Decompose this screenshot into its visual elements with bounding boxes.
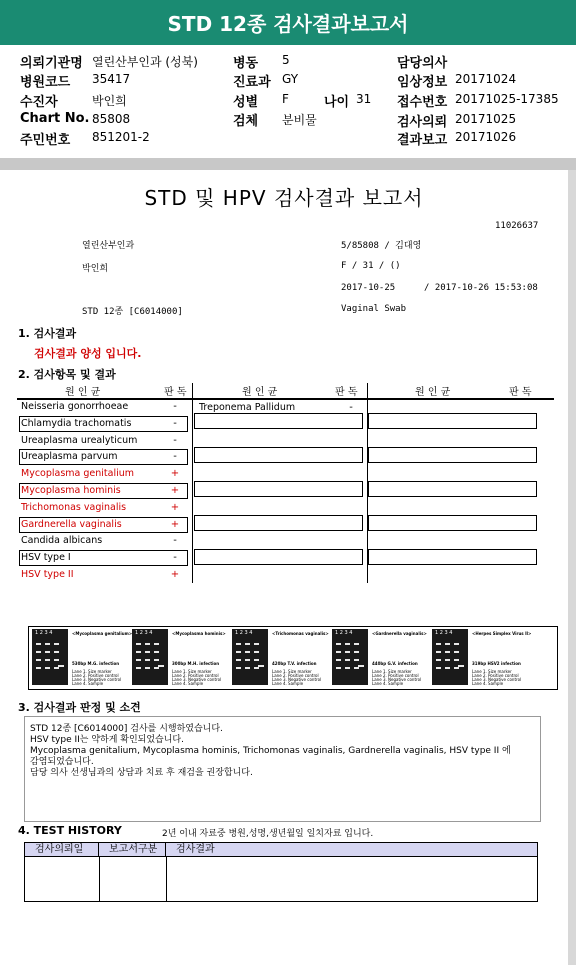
label-department: 진료과	[233, 75, 271, 90]
separator-bar	[0, 158, 576, 170]
gel-legend-line: Lane 3. Negative control	[172, 677, 222, 682]
interpretation-line: Mycoplasma genitalium, Mycoplasma hominis, Trichomonas vaginalis, Gardnerella vaginalis, HSV type II 에	[30, 746, 511, 756]
label-patient-name: 수진자	[20, 95, 58, 110]
gel-images-strip	[28, 626, 558, 690]
gel-band	[45, 643, 50, 645]
gel-band	[45, 651, 50, 653]
gel-band	[254, 643, 259, 645]
gel-band	[436, 659, 441, 661]
organism-name: Mycoplasma hominis	[21, 485, 121, 496]
label-report-date: 결과보고	[397, 133, 448, 148]
gel-band	[345, 659, 350, 661]
report-title: STD 및 HPV 검사결과 보고서	[144, 186, 424, 210]
report-header-bar	[0, 0, 576, 45]
gel-band	[345, 643, 350, 645]
organism-result: +	[170, 485, 180, 496]
gel-legend-line: Lane 2. Positive control	[472, 673, 519, 678]
gel-band	[36, 643, 41, 645]
gel-lane-numbers: 1 2 3 4	[135, 630, 153, 636]
organism-result: +	[170, 569, 180, 580]
sample-band	[58, 665, 64, 667]
gel-band	[145, 643, 150, 645]
gel-band-label: 300bp M.H. infection	[172, 661, 220, 666]
organism-result: -	[173, 552, 177, 564]
section-1-title: 1. 검사결과	[18, 327, 77, 340]
gel-band	[454, 651, 459, 653]
gel-band	[236, 667, 241, 669]
history-divider	[99, 857, 100, 901]
gel-band	[445, 659, 450, 661]
interpretation-line: 담당 의사 선생님과의 상담과 치료 후 재검을 권장합니다.	[30, 768, 253, 778]
history-divider	[166, 857, 167, 901]
sample-band	[158, 665, 164, 667]
gel-legend-line: Lane 4. Sample	[172, 681, 204, 686]
gel-legend-line: Lane 3. Negative control	[472, 677, 522, 682]
report-patient: 박인희	[82, 264, 109, 274]
gel-lane-numbers: 1 2 3 4	[335, 630, 353, 636]
gel-title: <Trichomonas vaginalis>	[272, 631, 329, 636]
gel-title: <Gardnerella vaginalis>	[372, 631, 427, 636]
gel-band	[354, 667, 359, 669]
empty-result-box	[194, 413, 363, 429]
gel-band	[336, 659, 341, 661]
gel-band	[145, 651, 150, 653]
history-col-request-date: 검사의뢰일	[25, 843, 99, 857]
gel-band	[345, 651, 350, 653]
report-date-received: 2017-10-25	[341, 283, 396, 293]
organism-name: Candida albicans	[21, 535, 103, 547]
value-chart-no: 85808	[92, 112, 131, 126]
col-header-result-2: 판 독	[335, 387, 358, 398]
gel-legend-line: Lane 3. Negative control	[372, 677, 422, 682]
section-2-title: 2. 검사항목 및 결과	[18, 368, 116, 381]
label-sex: 성별	[233, 95, 259, 110]
overall-result: 검사결과 양성 입니다.	[34, 347, 142, 360]
organism-name: Trichomonas vaginalis	[21, 501, 127, 513]
report-date-reported: / 2017-10-26 15:53:08	[424, 283, 538, 293]
report-hospital: 열린산부인과	[82, 241, 135, 251]
value-patient-name: 박인희	[92, 94, 127, 108]
sample-band	[458, 665, 464, 667]
label-hospital-code: 병원코드	[20, 75, 71, 90]
gel-band	[245, 667, 250, 669]
gel-band	[145, 667, 150, 669]
gel-band	[45, 667, 50, 669]
gel-band-label: 319bp HSV2 infection	[472, 661, 521, 666]
gel-band	[54, 659, 59, 661]
organism-result: -	[173, 401, 177, 412]
report-code-doctor: 5/85808 / 김대영	[341, 241, 422, 251]
organism-result: +	[170, 501, 180, 513]
value-ward: 5	[282, 53, 290, 67]
patient-info-block	[0, 48, 576, 150]
gel-band	[236, 659, 241, 661]
col-header-organism-3: 원 인 균	[415, 387, 451, 398]
gel-legend-line: Lane 3. Negative control	[272, 677, 322, 682]
gel-band	[136, 659, 141, 661]
gel-band	[254, 659, 259, 661]
gel-band	[345, 667, 350, 669]
label-doctor: 담당의사	[397, 56, 448, 71]
value-report-date: 20171026	[455, 130, 517, 144]
value-request-date: 20171025	[455, 112, 517, 126]
value-age: 31	[356, 92, 372, 106]
gel-band	[354, 651, 359, 653]
gel-band	[354, 659, 359, 661]
organism-result: -	[173, 434, 177, 446]
value-requesting-org: 열린산부인과 (성북)	[92, 55, 198, 69]
label-resident-no: 주민번호	[20, 133, 71, 148]
label-ward: 병동	[233, 56, 259, 71]
organism-name: Treponema Pallidum	[199, 402, 296, 413]
label-clinical-info: 임상정보	[397, 75, 448, 90]
label-specimen: 검체	[233, 114, 259, 129]
gel-band	[436, 667, 441, 669]
organism-result: +	[170, 518, 180, 530]
gel-legend-line: Lane 4. Sample	[472, 681, 504, 686]
gel-legend-line: Lane 4. Sample	[72, 681, 104, 686]
gel-legend-line: Lane 1. Size marker	[72, 669, 112, 674]
gel-band	[154, 659, 159, 661]
section-4-title: 4. TEST HISTORY	[18, 824, 122, 837]
value-specimen: 분비물	[282, 113, 317, 127]
gel-legend-line: Lane 4. Sample	[372, 681, 404, 686]
label-receipt-no: 접수번호	[397, 95, 448, 110]
organism-name: Ureaplasma parvum	[21, 451, 118, 463]
gel-band	[454, 643, 459, 645]
report-specimen: Vaginal Swab	[341, 304, 407, 314]
interpretation-box	[24, 716, 541, 822]
gel-legend-line: Lane 1. Size marker	[472, 669, 512, 674]
label-requesting-org: 의뢰기관명	[20, 56, 83, 71]
value-receipt-no: 20171025-17385	[455, 92, 559, 106]
report-sex-age: F / 31 / ()	[341, 261, 401, 271]
organism-name: Neisseria gonorrhoeae	[21, 401, 129, 412]
gel-band	[236, 651, 241, 653]
gel-band-label: 440bp G.V. infection	[372, 661, 418, 666]
gel-legend-line: Lane 4. Sample	[272, 681, 304, 686]
header-rule	[17, 398, 554, 400]
value-department: GY	[282, 72, 299, 86]
gel-band-label: 530bp M.G. infection	[72, 661, 120, 666]
col-header-organism-2: 원 인 균	[242, 387, 278, 398]
gel-band	[245, 651, 250, 653]
gel-band	[154, 651, 159, 653]
empty-result-box	[368, 549, 537, 565]
gel-band	[254, 651, 259, 653]
gel-band	[45, 659, 50, 661]
gel-legend-line: Lane 1. Size marker	[272, 669, 312, 674]
gel-band	[136, 651, 141, 653]
history-note: 2년 이내 자료중 병원,성명,생년월일 일치자료 입니다.	[162, 829, 374, 839]
gel-electrophoresis-image	[432, 629, 468, 685]
empty-result-box	[194, 549, 363, 565]
gel-legend-line: Lane 2. Positive control	[172, 673, 219, 678]
gel-lane-numbers: 1 2 3 4	[35, 630, 53, 636]
history-col-result: 검사결과	[166, 843, 537, 857]
gel-title: <Mycoplasma genitalium>	[72, 631, 133, 636]
empty-result-box	[368, 481, 537, 497]
gel-band	[245, 643, 250, 645]
organism-result: +	[170, 468, 180, 480]
gel-legend-line: Lane 2. Positive control	[72, 673, 119, 678]
gel-band	[54, 651, 59, 653]
gel-band	[154, 667, 159, 669]
organism-name: Gardnerella vaginalis	[21, 518, 122, 530]
gel-band	[454, 659, 459, 661]
organism-result: -	[173, 417, 177, 429]
interpretation-line: HSV type II는 약하게 확인되었습니다.	[30, 735, 184, 745]
test-history-table	[24, 842, 538, 902]
gel-band	[436, 651, 441, 653]
gel-band	[445, 667, 450, 669]
gel-band-label: 420bp T.V. infection	[272, 661, 317, 666]
gel-band	[36, 667, 41, 669]
gel-band	[336, 651, 341, 653]
gel-band	[36, 651, 41, 653]
gel-legend-line: Lane 3. Negative control	[72, 677, 122, 682]
label-age: 나이	[324, 95, 350, 110]
organism-name: Mycoplasma genitalium	[21, 468, 135, 480]
report-test-name: STD 12종 [C6014000]	[82, 307, 183, 317]
gel-legend-line: Lane 2. Positive control	[272, 673, 319, 678]
empty-result-box	[368, 413, 537, 429]
organism-result: -	[349, 402, 353, 413]
gel-band	[136, 643, 141, 645]
label-request-date: 검사의뢰	[397, 115, 448, 130]
gel-band	[336, 667, 341, 669]
organism-name: Chlamydia trachomatis	[21, 417, 132, 429]
gel-band	[54, 643, 59, 645]
column-divider-1	[192, 383, 193, 583]
report-header-title: STD 12종 검사결과보고서	[167, 12, 409, 36]
gel-band	[36, 659, 41, 661]
sample-band	[358, 665, 364, 667]
col-header-result-1: 판 독	[164, 387, 187, 398]
value-clinical-info: 20171024	[455, 72, 517, 86]
gel-title: <Mycoplasma hominis>	[172, 631, 226, 636]
gel-band	[454, 667, 459, 669]
empty-result-box	[194, 481, 363, 497]
gel-lane-numbers: 1 2 3 4	[235, 630, 253, 636]
gel-band	[445, 651, 450, 653]
value-hospital-code: 35417	[92, 72, 131, 86]
col-header-result-3: 판 독	[509, 387, 532, 398]
gel-electrophoresis-image	[132, 629, 168, 685]
empty-result-box	[368, 515, 537, 531]
gel-band	[236, 643, 241, 645]
section-3-title: 3. 검사결과 판정 및 소견	[18, 701, 141, 714]
sample-band	[258, 665, 264, 667]
gel-title: <Herpes Simplex Virus II>	[472, 631, 532, 636]
gel-band	[436, 643, 441, 645]
report-id: 11026637	[495, 221, 539, 231]
gel-electrophoresis-image	[32, 629, 68, 685]
paper-edge	[568, 170, 576, 965]
results-table	[17, 383, 554, 583]
gel-band	[336, 643, 341, 645]
gel-band	[254, 667, 259, 669]
organism-result: -	[173, 451, 177, 463]
empty-result-box	[194, 515, 363, 531]
interpretation-line: STD 12종 [C6014000] 검사를 시행하였습니다.	[30, 724, 223, 734]
gel-band	[136, 667, 141, 669]
organism-name: HSV type II	[21, 569, 74, 580]
gel-legend-line: Lane 1. Size marker	[372, 669, 412, 674]
gel-band	[145, 659, 150, 661]
gel-electrophoresis-image	[332, 629, 368, 685]
label-chart-no: Chart No.	[20, 111, 90, 126]
value-resident-no: 851201-2	[92, 130, 150, 144]
gel-band	[245, 659, 250, 661]
gel-band	[154, 643, 159, 645]
empty-result-box	[194, 447, 363, 463]
gel-electrophoresis-image	[232, 629, 268, 685]
col-header-organism-1: 원 인 균	[65, 387, 101, 398]
organism-result: -	[173, 535, 177, 547]
gel-legend-line: Lane 1. Size marker	[172, 669, 212, 674]
interpretation-line: 감염되었습니다.	[30, 757, 94, 767]
empty-result-box	[368, 447, 537, 463]
value-sex: F	[282, 92, 289, 106]
history-col-report-type: 보고서구분	[99, 843, 166, 857]
gel-legend-line: Lane 2. Positive control	[372, 673, 419, 678]
gel-lane-numbers: 1 2 3 4	[435, 630, 453, 636]
gel-band	[354, 643, 359, 645]
organism-name: HSV type I	[21, 552, 71, 564]
organism-name: Ureaplasma urealyticum	[21, 434, 138, 446]
gel-band	[54, 667, 59, 669]
gel-band	[445, 643, 450, 645]
